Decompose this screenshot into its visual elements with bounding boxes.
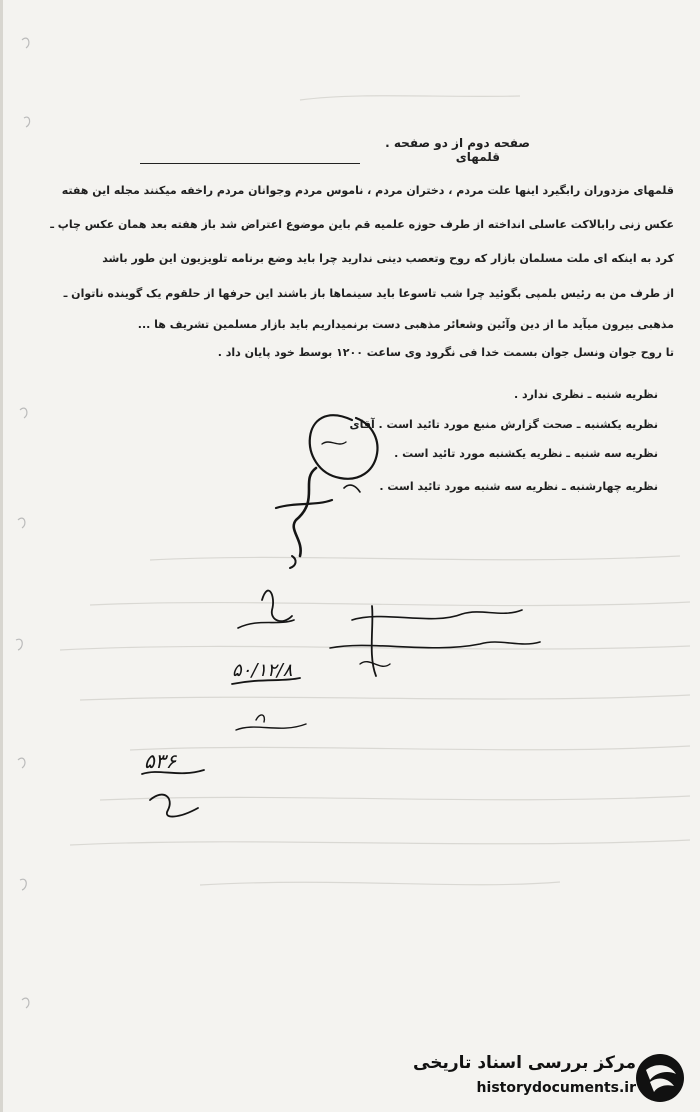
weekday-note: نظریه سه شنبه ـ نظریه یکشنبه مورد تائید است .	[394, 447, 658, 460]
archive-url[interactable]: historydocuments.ir	[476, 1080, 636, 1096]
archive-title: مرکز بررسی اسناد تاریخی	[413, 1053, 636, 1073]
body-line: کرد به اینکه ای ملت مسلمان بازار که روح وتعصب دینی ندارید چرا باید وضع برنامه تلویزیون این طور باشد	[102, 252, 674, 265]
page-subheading: قلمهای	[455, 150, 500, 164]
heading-underline	[140, 163, 360, 164]
handwritten-number: ۵۳۶	[144, 749, 177, 773]
body-line: عکس زنی رابالاکت عاسلی انداخته از طرف حوزه علمیه قم باین موضوع اعتراض شد باز هفته بعد همان عکس چاپ ـ	[50, 218, 674, 231]
body-line: مذهبی بیرون میآید ما از دین وآئین وشعائر مذهبی دست برنمیداریم باید بازار مسلمین تشریف ها ...	[137, 318, 674, 331]
weekday-note: نظریه شنبه ـ نظری ندارد .	[513, 388, 658, 401]
handwritten-date: ۵۰/۱۲/۸	[232, 660, 293, 681]
body-line: تا روح جوان ونسل جوان بسمت خدا فی نگرود وی ساعت ۱۲۰۰ بوسط خود پایان داد .	[217, 346, 674, 359]
archive-logo-icon	[634, 1052, 686, 1104]
body-line: از طرف من به رئیس بلمپی بگوئید چرا شب تاسوعا باید سینماها باز باشند این حرفها از حلقوم یک گوینده ناتوان ـ	[63, 287, 674, 300]
page-heading: صفحه دوم از دو صفحه .	[385, 136, 530, 150]
margin-marks	[0, 0, 60, 1112]
weekday-note: نظریه چهارشنبه ـ نظریه سه شنبه مورد تائید است .	[379, 480, 658, 493]
body-line: قلمهای مزدوران رابگیرد اینها علت مردم ، دختران مردم ، ناموس مردم وجوانان مردم راخفه میکنند مجله این هفته	[61, 184, 674, 197]
weekday-note: نظریه یکشنبه ـ صحت گزارش منبع مورد تائید است . آقای	[349, 418, 658, 431]
